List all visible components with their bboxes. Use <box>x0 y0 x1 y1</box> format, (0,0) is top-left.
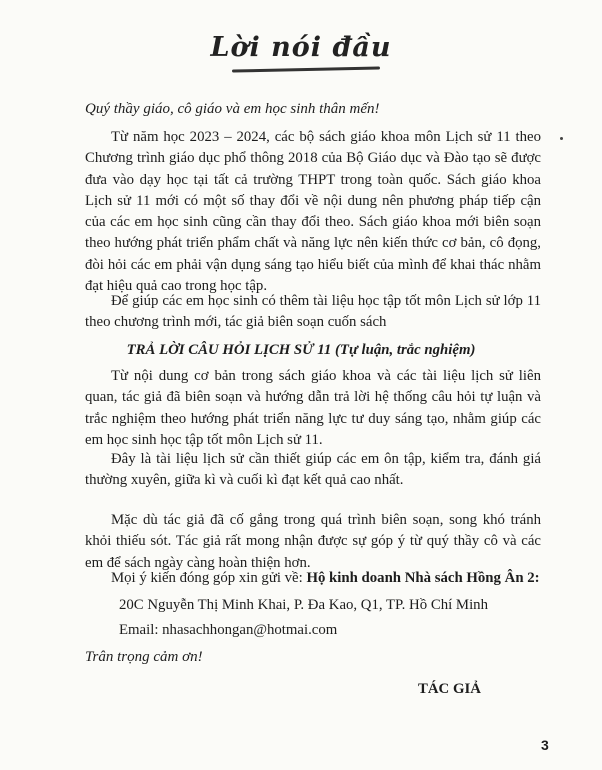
paragraph-1: Từ năm học 2023 – 2024, các bộ sách giáo khoa môn Lịch sử 11 theo Chương trình giáo dục phổ thông 2018 của Bộ Giáo dục và Đào tạo sẽ được đưa vào dạy học tại tất cả trường THPT trong toàn quốc. Sách giáo khoa Lịch sử 11 mới có một số thay đổi về nội dung nên phương pháp tiếp cận của các em học sinh cũng cần thay đổi theo. Sách giáo khoa mới biên soạn theo hướng phát triển phẩm chất và năng lực nên kiến thức cơ bản, cô đọng, đòi hỏi các em phải vận dụng sáng tạo hiểu biết của mình để khai thác nhằm đạt hiệu quả cao trong học tập. <box>85 129 541 295</box>
ink-speck <box>560 137 563 140</box>
paragraph-4: Đây là tài liệu lịch sử cần thiết giúp các em ôn tập, kiểm tra, đánh giá thường xuyên, giữa kì và cuối kì đạt kết quả cao nhất. <box>85 451 541 489</box>
author-signature: TÁC GIẢ <box>418 681 481 697</box>
contact-address: 20C Nguyễn Thị Minh Khai, P. Đa Kao, Q1, TP. Hồ Chí Minh <box>119 597 488 613</box>
contact-email: Email: nhasachhongan@hotmai.com <box>119 622 338 638</box>
book-title: TRẢ LỜI CÂU HỎI LỊCH SỬ 11 (Tự luận, trắc nghiệm) <box>126 342 476 358</box>
page-title: Lời nói đầu <box>210 32 392 63</box>
contact-line <box>111 570 540 587</box>
paragraph-5: Mặc dù tác giả đã cố gắng trong quá trình biên soạn, song khó tránh khỏi thiếu sót. Tác giả rất mong nhận được sự góp ý từ quý thầy cô và các em để sách ngày càng hoàn thiện hơn. <box>85 512 541 571</box>
greeting: Quý thầy giáo, cô giáo và em học sinh thân mến! <box>85 101 380 117</box>
contact-company: Hộ kinh doanh Nhà sách Hồng Ân 2: <box>306 570 540 586</box>
title-underline <box>232 66 380 72</box>
paragraph-2: Để giúp các em học sinh có thêm tài liệu học tập tốt môn Lịch sử lớp 11 theo chương trình mới, tác giả biên soạn cuốn sách <box>85 293 541 331</box>
closing-thanks: Trân trọng cảm ơn! <box>85 649 203 665</box>
paragraph-3: Từ nội dung cơ bản trong sách giáo khoa và các tài liệu lịch sử liên quan, tác giả đã biên soạn và hướng dẫn trả lời hệ thống câu hỏi tự luận và trắc nghiệm theo hướng phát triển năng lực tư duy sáng tạo, nhằm giúp các em học sinh học tập tốt môn Lịch sử 11. <box>85 368 541 448</box>
page-number: 3 <box>541 737 549 753</box>
contact-lead: Mọi ý kiến đóng góp xin gửi về: <box>111 570 307 586</box>
